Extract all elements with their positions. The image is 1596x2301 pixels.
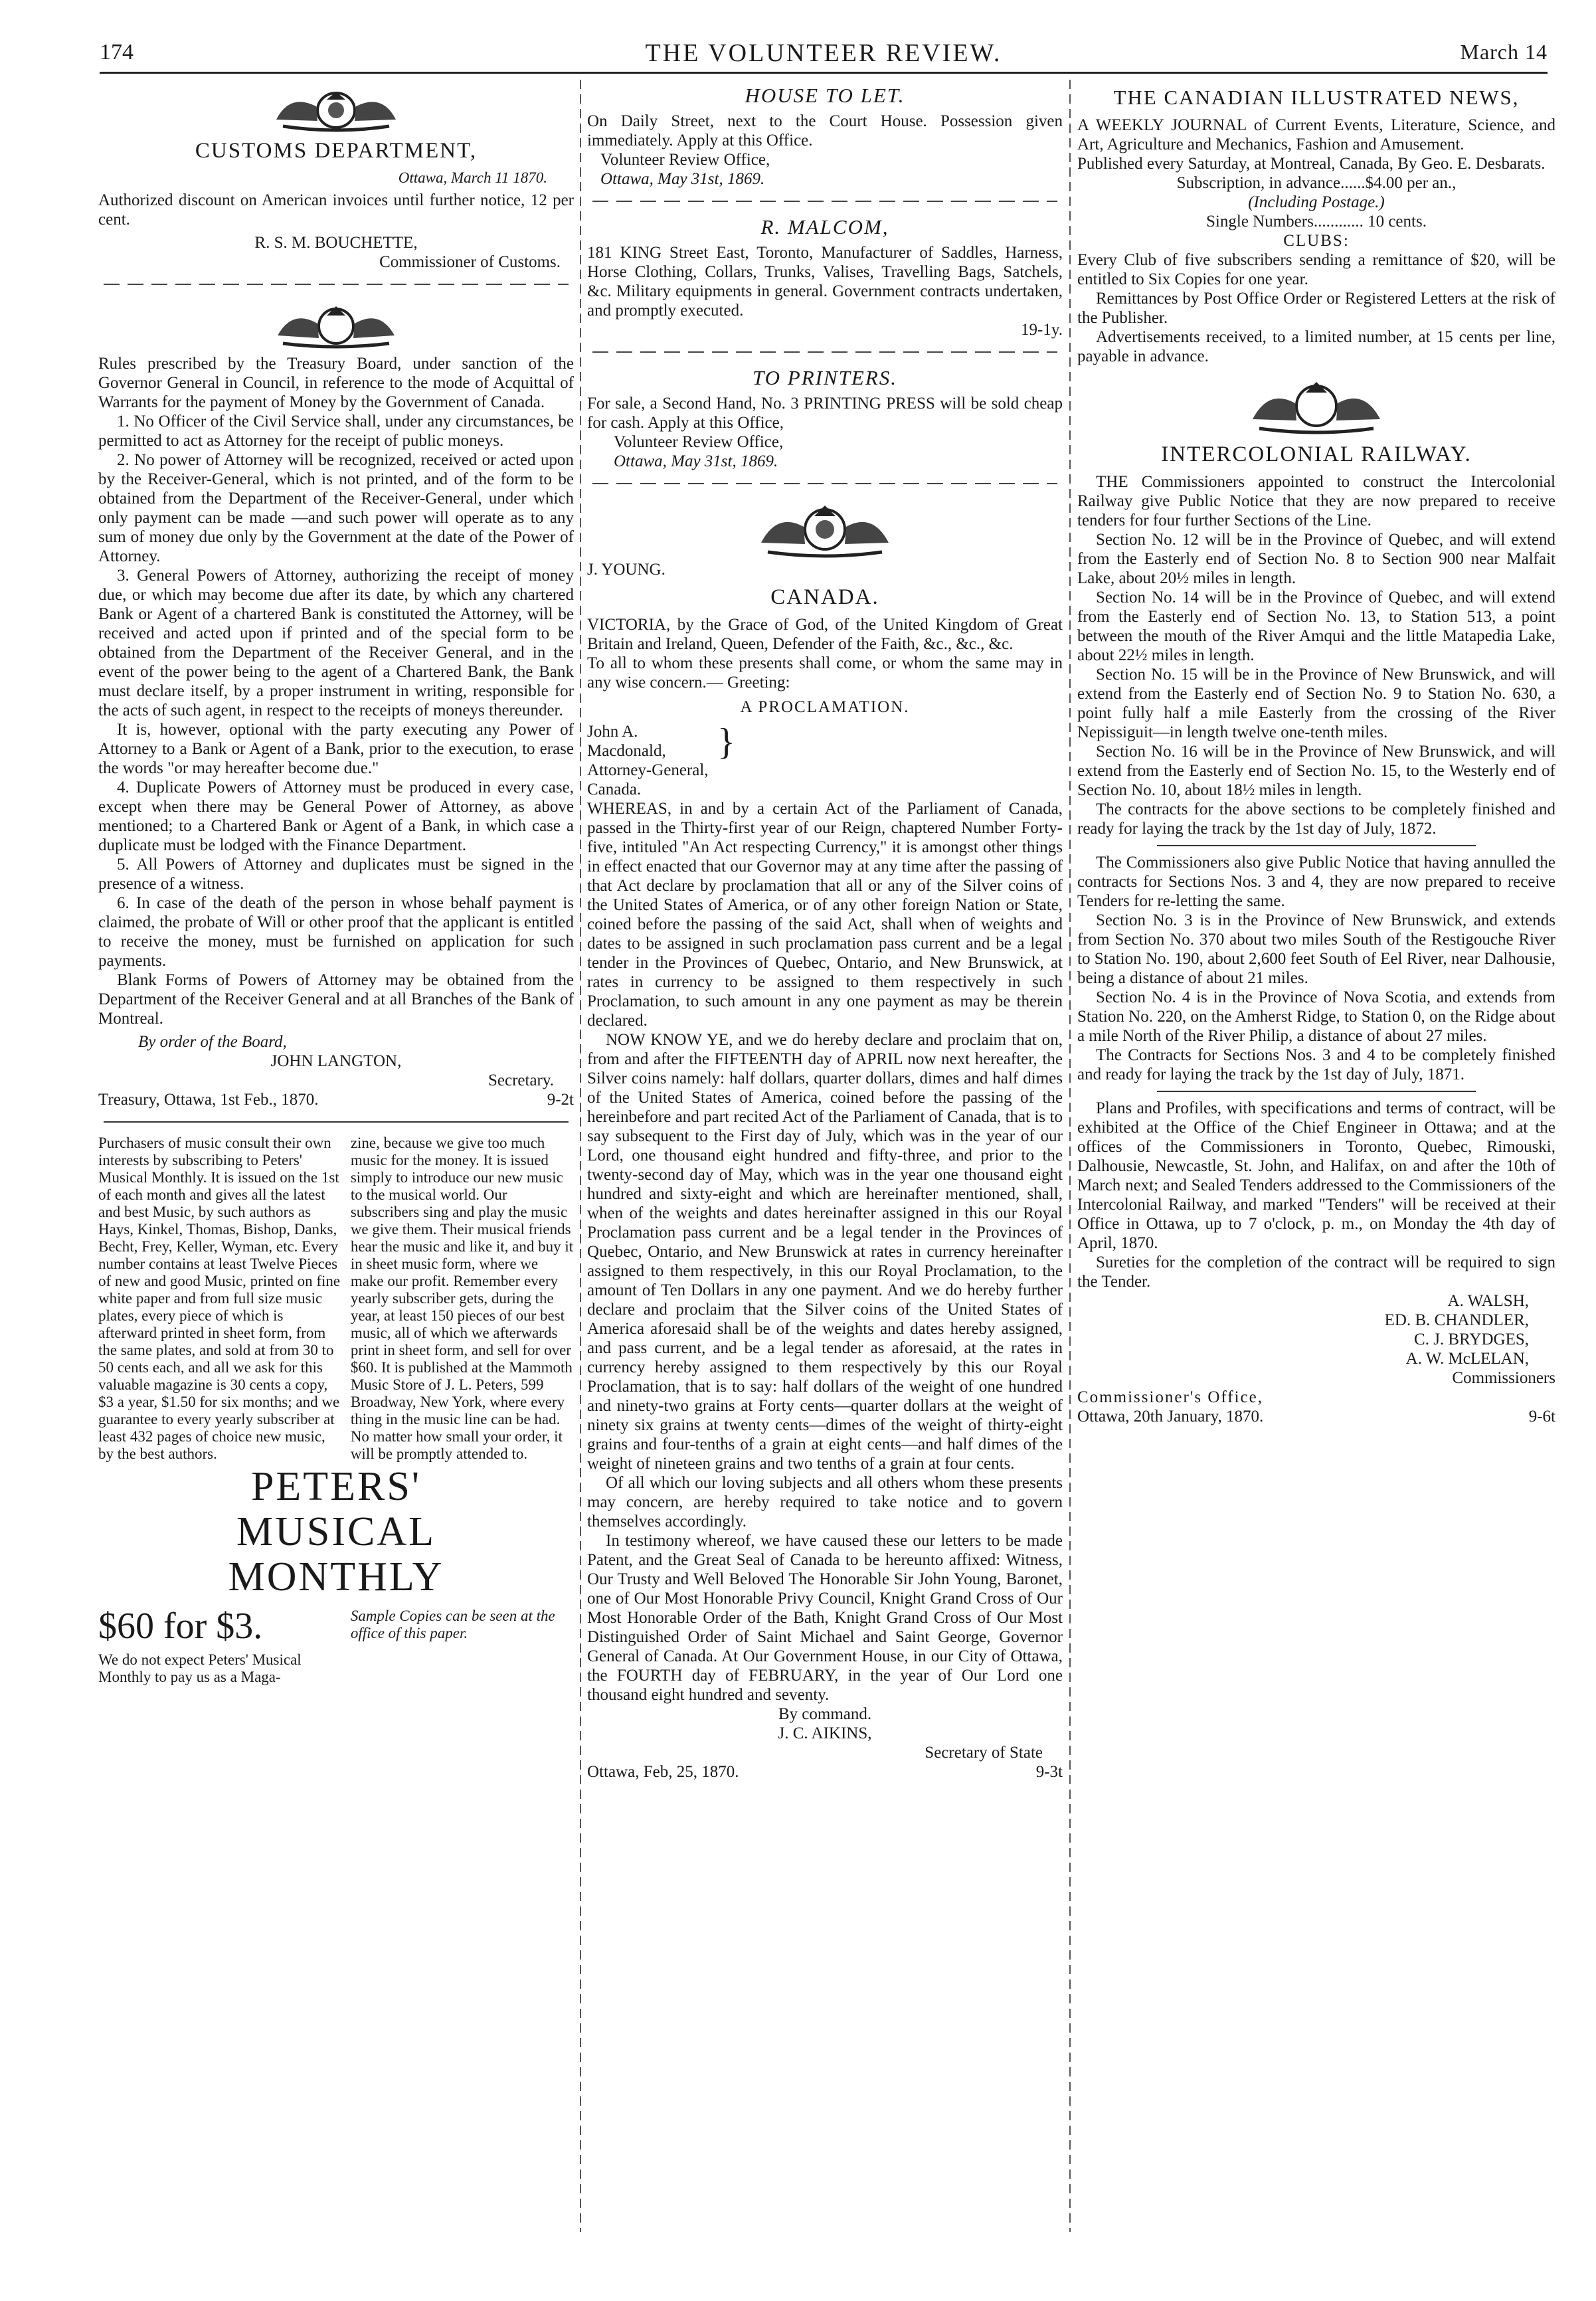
news-clubs-heading: CLUBS:	[1283, 232, 1350, 250]
proclamation-testimony: In testimony whereof, we have caused these our letters to be made Patent, and the Great Seal of Canada to be hereunto affixed: Witness, Our Trusty and Well Beloved The Honorable Sir John Young, Baronet, one of Our Most Honorable Privy Council, Knight Grand Cross of Our Most Honorable Order of the Bath, Knight Grand Cross of Our Most Distinguished Order of Saint Michael and Saint George, Governor General of Canada. At Our Government House, in our City of Ottawa, the FOURTH day of FEBRUARY, in the year of Our Lord one thousand eight hundred and seventy.	[587, 1532, 1063, 1704]
house-to-let	[587, 82, 1063, 189]
peters-brand: PETERS'	[250, 1464, 422, 1509]
masthead	[100, 35, 1548, 74]
railway-dateline: Ottawa, 20th January, 1870.	[1077, 1408, 1264, 1426]
railway-para: The Contracts for Sections Nos. 3 and 4 to be completely finished and ready for laying the track by the 1st day of July, 1871.	[1077, 1046, 1555, 1083]
to-printers	[587, 365, 1063, 471]
railway-para: The Commissioners also give Public Notice that having annulled the contracts for Sections Nos. 3 and 4, they are now prepared to receive Tenders for re-letting the same.	[1077, 854, 1555, 910]
printers-address-2: Ottawa, May 31st, 1869.	[614, 452, 778, 470]
rules-item: 4. Duplicate Powers of Attorney must be produced in every case, except when there may be General Power of Attorney, as above mentioned; to a Chartered Bank or Agent of a Bank, in which case a duplicate must be lodged with the Finance Department.	[98, 779, 574, 854]
malcom-body: 181 KING Street East, Toronto, Manufacturer of Saddles, Harness, Horse Clothing, Collars, Trunks, Valises, Travelling Bags, Satchels, &c. Military equipments in general. Government contracts undertaken, and promptly executed.	[587, 244, 1063, 320]
rules-item: It is, however, optional with the party executing any Power of Attorney to a Bank or Agent of a Bank, prior to the execution, to erase the words "or may hereafter become due."	[98, 721, 574, 777]
divider	[104, 1121, 569, 1123]
proclamation-signer-left: J. YOUNG.	[587, 561, 665, 579]
peters-left-bottom: We do not expect Peters' Musical Monthly to pay us as a Maga-	[98, 1651, 302, 1685]
rules-item: 1. No Officer of the Civil Service shall, under any circumstances, be permitted to act as Attorney for the receipt of public moneys.	[98, 413, 574, 450]
news-advertisements: Advertisements received, to a limited number, at 15 cents per line, payable in advance.	[1077, 328, 1555, 365]
railway-signers-title: Commissioners	[1452, 1369, 1555, 1387]
proclamation-body: WHEREAS, in and by a certain Act of the Parliament of Canada, passed in the Thirty-first year of our Reign, chaptered Number Forty-five, intituled "An Act respecting Currency," it is amongst other things in effect enacted that our Governor may at any time after the passing of that Act declare by proclamation that all or any of the Silver coins of the United States of America, or of any other foreign Nation or State, coined before the passing of the said Act, shall when of weights and dates to be assigned in such proclamation pass current and be a legal tender in the Provinces of Quebec, Ontario, and New Brunswick, at rates in currency to be assigned to them respectively in such Proclamation, to such amount in any one payment as may be therein declared.	[587, 800, 1063, 1030]
proclamation: J. YOUNG. CANADA. VICTORIA, by the Grace of God, of the United Kingdom of Great Britain and Ireland, Queen, Defender of the Faith, &c., &c., &c. To all to whom these presents shall come, or whom the same may in any wise concern.— Greeting: A PROCLAMATION. John A. Macdonald, Attorney-General, Canada. } WHEREAS, in and by a certain Act of the Parliament of Canada, passed in the Thirty-first year of our Reign, chaptered Number Forty-five, intituled "An Act respecting Currency," it is amongst other things in effect enacted that our Governor may at any time after the passing of that Act declare by proclamation that all or any of the Silver coins of the United States of America, or of any other foreign Nation or State, coined before the passing of the said Act, shall when of weights and dates to be assigned in such proclamation pass current and be a legal tender in the Provinces of Quebec, Ontario, and New Brunswick, at rates in currency to be assigned to them respectively in such Proclamation, to such amount in any one payment as may be therein declared. NOW KNOW YE, and we do hereby declare and proclaim that on, from and after the FIFTEENTH day of APRIL now next hereafter, the Silver coins namely: half dollars, quarter dollars, dimes and half dimes of the United States of America, coined before the passing of the hereinbefore and part recited Act of the Parliament of Canada, that is to say subsequent to the First day of July, which was in the year of our Lord, one thousand eight hundred and fifty-three, and prior to the twenty-second day of May, which was in the year one thousand eight hundred and sixty-eight and which are hereinafter mentioned, shall, when of the weights and dates hereinafter assigned in this our Royal Proclamation pass current and be a legal tender in the Provinces of Quebec, Ontario, and New Brunswick at rates in currency hereinafter assigned to them respectively, in this our Royal Proclamation, to the amount of Ten Dollars in any one payment. And we do hereby further declare and proclaim that the Silver coins of the United States of America aforesaid shall be of the weights and dates hereby assigned, and pass current, and be a legal tender as aforesaid, at the rates in currency hereby assigned to them respectively by this our Royal Proclamation, that is to say: half dollars of the weight of one hundred and ninety-two grains at Forty cents—quarter dollars at the weight of ninety six grains at twenty cents—dimes of the weight of thirty-eight grains and four-tenths of a grain at eight cents—and half dimes of the weight of nineteen grains and two tenths of a grain at four cents. Of all which our loving subjects and all others whom these presents may concern, are hereby required to take notice and to govern themselves accordingly. In testimony whereof, we have caused these our letters to be made Patent, and the Great Seal of Canada to be hereunto affixed: Witness, Our Trusty and Well Beloved The Honorable Sir John Young, Baronet, one of Our Most Honorable Privy Council, Knight Grand Cross of Our Most Honorable Order of the Bath, Knight Grand Cross of Our Most Distinguished Order of Saint Michael and Saint George, Governor General of Canada. At Our Government House, in our City of Ottawa, the FOURTH day of FEBRUARY, in the year of Our Lord one thousand eight hundred and seventy. By command. J. C. AIKINS, Secretary of State Ottawa, Feb, 25, 1870. 9-3t	[587, 496, 1063, 1782]
rules-item: 2. No power of Attorney will be recognized, received or acted upon by the Receiver-General, which is not printed, and of the form to be obtained from the Department of the Receiver-General, under which only payment can be made —and such power will operate as to any sum of money due only by the Government at the date of the Power of Attorney.	[98, 451, 574, 565]
news-heading: THE CANADIAN ILLUSTRATED NEWS,	[1113, 86, 1520, 109]
rules-signer: JOHN LANGTON,	[270, 1052, 402, 1070]
rules-item: 3. General Powers of Attorney, authorizing the receipt of money due, or which may become due after its date, by which any chartered Bank or Agent of a chartered Bank is constituted the Attorney, will be received and acted upon if printed and of the special form to be obtained from the Department of the Receiver General, and in the event of the power being to the agent of a Chartered Bank, the Bank must declare itself, by a proper instrument in writing, responsible for the acts of such agent, in respect to the receipts of moneys thereunder.	[98, 567, 574, 719]
customs-body: Authorized discount on American invoices until further notice, 12 per cent.	[98, 191, 574, 229]
divider	[592, 201, 1057, 202]
intercolonial-railway	[1077, 373, 1555, 1426]
rules-item: Blank Forms of Powers of Attorney may be obtained from the Department of the Receiver General and at all Branches of the Bank of Montreal.	[98, 971, 574, 1028]
proclamation-to-all: To all to whom these presents shall come, or whom the same may in any wise concern.— Greeting:	[587, 654, 1063, 691]
column-1	[98, 80, 574, 2245]
house-heading: HOUSE TO LET.	[745, 84, 905, 107]
proclamation-preamble: VICTORIA, by the Grace of God, of the United Kingdom of Great Britain and Ireland, Queen, Defender of the Faith, &c., &c., &c.	[587, 616, 1063, 653]
proclamation-body-start	[739, 722, 1063, 799]
rules-ref: 9-2t	[547, 1091, 574, 1109]
monthly-brand: MONTHLY	[228, 1554, 444, 1600]
customs-heading: CUSTOMS DEPARTMENT,	[195, 139, 478, 163]
royal-arms-icon	[263, 297, 409, 350]
house-address-1: Volunteer Review Office,	[600, 151, 770, 169]
newspaper-title: THE VOLUNTEER REVIEW.	[645, 39, 1002, 67]
column-divider	[580, 80, 581, 2232]
railway-signer: C. J. BRYDGES,	[1414, 1331, 1529, 1348]
peters-price: $60 for $3.	[98, 1606, 263, 1647]
customs-signer-title: Commissioner of Customs.	[379, 253, 561, 271]
rules-item: 6. In case of the death of the person in whose behalf payment is claimed, the probate of Will or other proof that the applicant is entitled to receive the money, must be furnished on application for such payments.	[98, 894, 574, 970]
divider	[1157, 845, 1476, 846]
customs-dateline: Ottawa, March 11 1870.	[398, 169, 547, 186]
railway-office: Commissioner's Office,	[1077, 1388, 1263, 1406]
news-single: Single Numbers............ 10 cents.	[1206, 213, 1427, 230]
rules-order: By order of the Board,	[138, 1033, 287, 1051]
printers-body: For sale, a Second Hand, No. 3 PRINTING PRESS will be sold cheap for cash. Apply at this Office,	[587, 395, 1063, 432]
printers-heading: TO PRINTERS.	[752, 366, 898, 389]
proclamation-of-all: Of all which our loving subjects and all others whom these presents may concern, are hereby required to take notice and to govern themselves accordingly.	[587, 1474, 1063, 1530]
railway-heading: INTERCOLONIAL RAILWAY.	[1161, 442, 1472, 466]
railway-signer: A. W. McLELAN,	[1405, 1350, 1529, 1368]
peters-sample-copies: Sample Copies can be seen at the office of this paper.	[350, 1608, 555, 1641]
royal-arms-icon	[263, 80, 409, 133]
printers-address-1: Volunteer Review Office,	[614, 433, 784, 451]
divider	[592, 483, 1057, 484]
railway-signer: ED. B. CHANDLER,	[1384, 1311, 1529, 1329]
peters-musical-monthly-ad	[98, 1135, 574, 1686]
railway-ref: 9-6t	[1528, 1408, 1555, 1426]
page-number: 174	[100, 40, 133, 64]
peters-left-text: Purchasers of music consult their own interests by subscribing to Peters' Musical Monthly. It is issued on the 1st of each month and gives all the latest and best Music, by such authors as Hays, Kinkel, Thomas, Bishop, Danks, Becht, Frey, Keller, Wyman, etc. Every number contains at least Twelve Pieces of new and good Music, printed on fine white paper and from full size music plates, every piece of which is afterward printed in sheet form, from the same plates, and sold at from 30 to 50 cents each, and all we ask for this valuable magazine is 30 cents a copy, $3 a year, $1.50 for six months; and we guarantee to every yearly subscriber at least 432 pages of choice new music, by the best authors.	[98, 1135, 341, 1462]
news-published: Published every Saturday, at Montreal, Canada, By Geo. E. Desbarats.	[1077, 155, 1546, 173]
proclamation-dateline: Ottawa, Feb, 25, 1870.	[587, 1763, 739, 1781]
proclamation-heading: CANADA.	[770, 585, 879, 609]
proclamation-subheading: A PROCLAMATION.	[740, 698, 910, 716]
railway-para: Section No. 12 will be in the Province of Quebec, and will extend from the Easterly end of Section No. 8 to Section 900 near Malfait Lake, about 20½ miles in length.	[1077, 531, 1555, 587]
railway-signer: A. WALSH,	[1447, 1292, 1529, 1310]
proclamation-ref: 9-3t	[1035, 1763, 1063, 1781]
house-body: On Daily Street, next to the Court House. Possession given immediately. Apply at this Office.	[587, 112, 1063, 149]
proclamation-signer: J. C. AIKINS,	[778, 1724, 872, 1742]
railway-para: The contracts for the above sections to be completely finished and ready for laying the track by the 1st day of July, 1872.	[1077, 800, 1555, 838]
proclamation-signer-title: Secretary of State	[925, 1744, 1043, 1762]
proclamation-attorney: John A. Macdonald, Attorney-General, Canada.	[587, 723, 709, 798]
news-subtitle: A WEEKLY JOURNAL of Current Events, Literature, Science, and Art, Agriculture and Mechanics, Fashion and Amusement.	[1077, 116, 1555, 153]
issue-date: March 14	[1460, 40, 1548, 64]
musical-brand: MUSICAL	[236, 1509, 436, 1554]
news-subscription: Subscription, in advance......$4.00 per an.,	[1176, 174, 1457, 192]
proclamation-command: By command.	[778, 1705, 872, 1723]
column-divider	[1069, 80, 1071, 2232]
railway-para: THE Commissioners appointed to construct the Intercolonial Railway give Public Notice that they are now prepared to receive tenders for four further Sections of the Line.	[1077, 473, 1555, 529]
canadian-illustrated-news-ad	[1077, 84, 1555, 366]
divider	[104, 284, 569, 285]
railway-para: Plans and Profiles, with specifications and terms of contract, will be exhibited at the Office of the Chief Engineer in Ottawa; and at the offices of the Commissioners in Toronto, Quebec, Rimouski, Dalhousie, Newcastle, St. John, and Halifax, on and after the 10th of March next; and Sealed Tenders addressed to the Commissioners of the Intercolonial Railway, and marked "Tenders" will be received at their Office in Ottawa, up to 7 o'clock, p. m., on Monday the 4th day of April, 1870.	[1077, 1099, 1555, 1252]
customs-signer: R. S. M. BOUCHETTE,	[254, 234, 418, 252]
railway-para: Section No. 15 will be in the Province of New Brunswick, and will extend from the Easterly end of Section No. 9 to Station No. 630, a point fully half a mile Easterly from the crossing of the River Nepissiguit—in length twelve one-tenth miles.	[1077, 666, 1555, 741]
customs-notice	[98, 80, 574, 272]
rules-intro: Rules prescribed by the Treasury Board, under sanction of the Governor General in Council, in reference to the mode of Acquittal of Warrants for the payment of Money by the Government of Canada.	[98, 355, 574, 411]
peters-right-text: zine, because we give too much music for the money. It is issued simply to introduce our new music to the musical world. Our subscribers sing and play the music we give them. Their musical friends hear the music and like it, and buy it in sheet music form, where we make our profit. Remember every yearly subscriber gets, during the year, at least 150 pieces of our best music, all of which we afterwards print in sheet form, and sell for over $60. It is published at the Mammoth Music Store of J. L. Peters, 599 Broadway, New York, where every thing in the music line can be had. No matter how small your order, it will be promptly attended to.	[350, 1135, 574, 1462]
rules-signer-title: Secretary.	[488, 1071, 554, 1089]
news-postage: (Including Postage.)	[1248, 193, 1385, 211]
railway-para: Section No. 16 will be in the Province of New Brunswick, and will extend from the Easterly end of Section No. 15, to the Westerly end of Section No. 10, about 18½ miles in length.	[1077, 743, 1555, 799]
malcom-ad	[587, 214, 1063, 339]
malcom-ref: 19-1y.	[1021, 321, 1063, 339]
divider	[592, 351, 1057, 353]
treasury-rules	[98, 297, 574, 1109]
news-remittances: Remittances by Post Office Order or Registered Letters at the risk of the Publisher.	[1077, 290, 1555, 327]
divider	[1157, 1091, 1476, 1092]
rules-dateline: Treasury, Ottawa, 1st Feb., 1870.	[98, 1091, 319, 1109]
rules-item: 5. All Powers of Attorney and duplicates must be signed in the presence of a witness.	[98, 856, 574, 893]
proclamation-now-know: NOW KNOW YE, and we do hereby declare and proclaim that on, from and after the FIFTEENTH day of APRIL now next hereafter, the Silver coins namely: half dollars, quarter dollars, dimes and half dimes of the United States of America, coined before the passing of the hereinbefore and part recited Act of the Parliament of Canada, that is to say subsequent to the First day of July, which was in the year of our Lord, one thousand eight hundred and fifty-three, and prior to the twenty-second day of May, which was in the year one thousand eight hundred and sixty-eight and which are hereinafter mentioned, shall, when of the weights and dates hereinafter assigned in this our Royal Proclamation pass current and be a legal tender in the Provinces of Quebec, Ontario, and New Brunswick at rates in currency hereinafter assigned to them respectively, in this our Royal Proclamation, to the amount of Ten Dollars in any one payment. And we do hereby further declare and proclaim that the Silver coins of the United States of America aforesaid shall be of the weights and dates hereby assigned, and pass current, and be a legal tender as aforesaid, at the rates in currency hereby assigned to them respectively by this our Royal Proclamation, that is to say: half dollars of the weight of one hundred and ninety-two grains at Forty cents—quarter dollars at the weight of ninety six grains at twenty cents—dimes of the weight of thirty-eight grains and four-tenths of a grain at eight cents—and half dimes of the weight of nineteen grains and two tenths of a grain at four cents.	[587, 1031, 1063, 1473]
railway-para: Section No. 4 is in the Province of Nova Scotia, and extends from Station No. 220, on the Amherst Ridge, to Station 0, on the Ridge about a mile North of the River Philip, a distance of about 27 miles.	[1077, 988, 1555, 1045]
railway-para: Section No. 3 is in the Province of New Brunswick, and extends from Section No. 370 about two miles South of the Restigouche River to Station No. 190, about 2,600 feet South of Eel River, near Dalhousie, being a distance of about 21 miles.	[1077, 911, 1555, 987]
column-3	[1077, 80, 1555, 2245]
royal-arms-icon	[1237, 373, 1396, 436]
railway-para: Sureties for the completion of the contract will be required to sign the Tender.	[1077, 1253, 1555, 1291]
news-clubs: Every Club of five subscribers sending a remittance of $20, will be entitled to Six Copies for one year.	[1077, 251, 1555, 288]
malcom-heading: R. MALCOM,	[760, 215, 889, 238]
royal-arms-icon	[745, 496, 905, 560]
railway-para: Section No. 14 will be in the Province of Quebec, and will extend from the Easterly end of Section No. 13, to Station 513, a point between the mouth of the River Amqui and the little Matapedia Lake, about 22½ miles in length.	[1077, 589, 1555, 664]
house-address-2: Ottawa, May 31st, 1869.	[600, 170, 765, 188]
column-2	[587, 80, 1063, 2245]
